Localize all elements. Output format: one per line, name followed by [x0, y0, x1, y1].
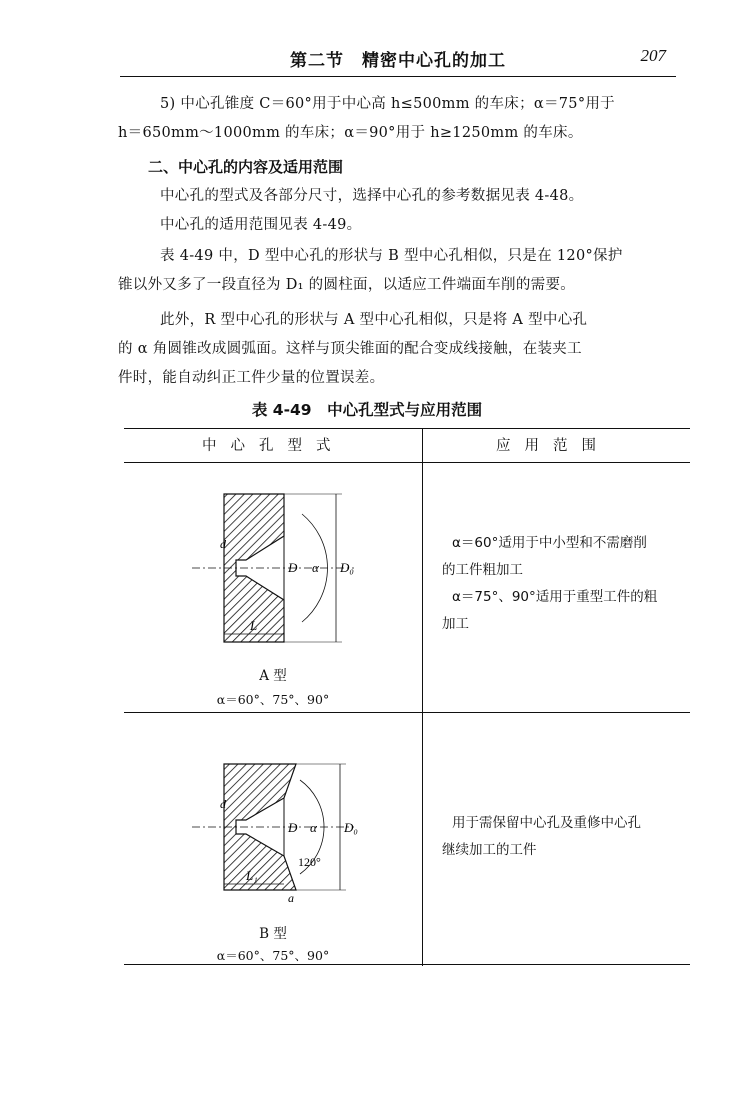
label-D: D — [288, 820, 298, 835]
table-header-rule — [124, 462, 690, 463]
a-type-range — [442, 530, 692, 638]
text-line: 5) 中心孔锥度 C＝60°用于中心高 h≤500mm 的车床；α＝75°用于 — [160, 96, 615, 112]
text-line: 中心孔的适用范围见表 4-49。 — [160, 217, 362, 233]
b-type-label: B 型 — [259, 926, 287, 942]
text-line: 锥以外又多了一段直径为 D₁ 的圆柱面，以适应工件端面车削的需要。 — [118, 277, 576, 293]
paragraph-d-type — [118, 242, 683, 300]
text-line: 继续加工的工件 — [442, 842, 537, 858]
text-line: 表 4-49 中，D 型中心孔的形状与 B 型中心孔相似，只是在 120°保护 — [160, 248, 623, 264]
paragraph-r-type — [118, 306, 683, 393]
label-L: L — [250, 618, 258, 633]
table-bottom-rule — [124, 964, 690, 965]
text-line: α＝60°适用于中小型和不需磨削 — [452, 535, 647, 551]
page-number: 207 — [640, 46, 666, 65]
label-a: a — [288, 891, 294, 905]
b-type-angles: α＝60°、75°、90° — [216, 948, 330, 963]
text-line: 中心孔的型式及各部分尺寸，选择中心孔的参考数据见表 4-48。 — [160, 188, 584, 204]
label-D: D — [288, 560, 298, 575]
a-type-angles: α＝60°、75°、90° — [216, 692, 330, 707]
text-line: 件时，能自动纠正工件少量的位置误差。 — [118, 370, 385, 386]
table-top-rule — [124, 428, 690, 429]
label-d: d — [220, 537, 226, 551]
column-header-range: 应用范围 — [496, 438, 610, 454]
text-line: α＝75°、90°适用于重型工件的粗 — [452, 589, 658, 605]
text-line: 此外，R 型中心孔的形状与 A 型中心孔相似，只是将 A 型中心孔 — [160, 312, 588, 328]
table-row-rule — [124, 712, 690, 713]
b-type-figure — [184, 758, 364, 908]
a-type-label: A 型 — [259, 668, 287, 684]
label-d: d — [220, 797, 226, 811]
text-line: h＝650mm～1000mm 的车床；α＝90°用于 h≥1250mm 的车床。 — [118, 125, 583, 141]
text-line: 用于需保留中心孔及重修中心孔 — [452, 815, 641, 831]
paragraph-cone-angle — [118, 90, 683, 148]
table-title: 表 4-49 中心孔型式与应用范围 — [251, 401, 483, 419]
label-L1: L₁ — [246, 868, 258, 883]
text-line: 加工 — [442, 616, 469, 632]
column-header-type: 中心孔型式 — [202, 438, 345, 454]
text-line: 的 α 角圆锥改成圆弧面。这样与顶尖锥面的配合变成线接触，在装夹工 — [118, 341, 582, 357]
label-D0: D₀ — [344, 820, 358, 835]
label-120: 120° — [298, 855, 321, 869]
text-line: 的工件粗加工 — [442, 562, 523, 578]
paragraph-types — [118, 182, 683, 240]
a-type-figure — [184, 486, 364, 646]
b-type-range — [442, 810, 692, 864]
label-D0: D₀ — [340, 560, 354, 575]
label-alpha: α — [310, 820, 317, 835]
table-column-rule — [422, 428, 423, 966]
section-heading: 二、中心孔的内容及适用范围 — [148, 158, 344, 176]
label-alpha: α — [312, 560, 319, 575]
page-header — [120, 40, 676, 77]
center-hole-table — [124, 428, 690, 966]
section-title: 第二节 精密中心孔的加工 — [290, 51, 506, 71]
